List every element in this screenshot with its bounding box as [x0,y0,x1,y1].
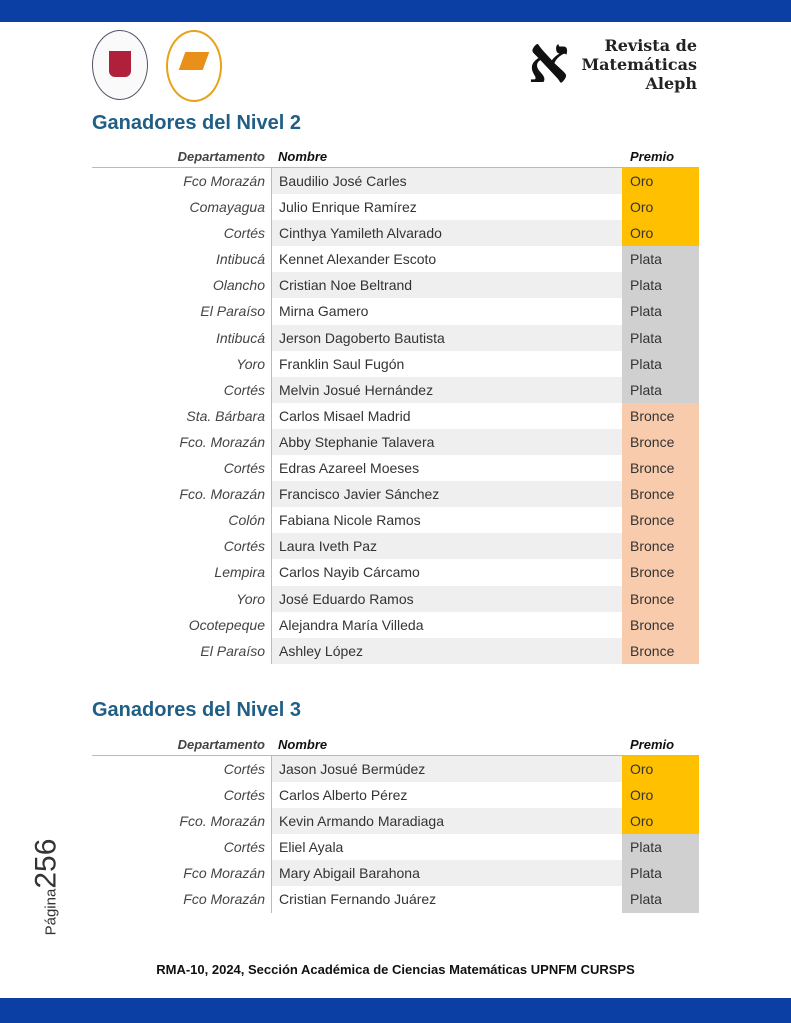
name-cell: Baudilio José Carles [271,168,622,194]
name-cell: Abby Stephanie Talavera [271,429,622,455]
dept-cell: Comayagua [189,199,265,216]
name-cell: Jerson Dagoberto Bautista [271,325,622,351]
table-row [92,377,699,403]
table-row [92,194,699,220]
page-number [28,830,68,936]
dept-cell: Yoro [236,590,265,607]
header-dept: Departamento [177,149,265,164]
dept-cell: El Paraíso [200,642,265,659]
name-cell: Cristian Noe Beltrand [271,272,622,298]
name-cell: Carlos Alberto Pérez [271,782,622,808]
level-2-table [92,149,699,664]
name-cell: Kennet Alexander Escoto [271,246,622,272]
prize-cell: Bronce [622,638,699,664]
table-row [92,403,699,429]
page-number-value: 256 [29,838,63,889]
prize-cell: Oro [622,808,699,834]
table-row [92,481,699,507]
dept-cell: El Paraíso [200,303,265,320]
dept-cell: Cortés [223,460,265,477]
prize-cell: Plata [622,298,699,324]
name-cell: Mary Abigail Barahona [271,860,622,886]
table-row [92,886,699,912]
name-cell: Jason Josué Bermúdez [271,756,622,782]
name-cell: Ashley López [271,638,622,664]
table-row [92,860,699,886]
dept-cell: Lempira [214,564,265,581]
table-row [92,808,699,834]
name-cell: Fabiana Nicole Ramos [271,507,622,533]
name-cell: Cinthya Yamileth Alvarado [271,220,622,246]
dept-cell: Intibucá [215,329,265,346]
prize-cell: Bronce [622,586,699,612]
name-cell: Melvin Josué Hernández [271,377,622,403]
name-cell: Kevin Armando Maradiaga [271,808,622,834]
footer-citation: RMA-10, 2024, Sección Académica de Ciencias Matemáticas UPNFM CURSPS [156,962,635,977]
journal-title-line: Revista de [604,36,697,55]
dept-cell: Cortés [223,761,265,777]
dept-cell: Olancho [212,277,265,294]
prize-cell: Plata [622,351,699,377]
dept-cell: Intibucá [215,251,265,268]
table-row [92,351,699,377]
dept-cell: Fco. Morazán [179,433,265,450]
prize-cell: Plata [622,886,699,912]
name-cell: Carlos Misael Madrid [271,403,622,429]
table-row [92,559,699,585]
dept-cell: Ocotepeque [188,616,265,633]
level-2-title: Ganadores del Nivel 2 [92,112,301,134]
journal-title-line: Matemáticas [581,55,697,74]
header-dept: Departamento [177,737,265,752]
table-row [92,533,699,559]
prize-cell: Plata [622,377,699,403]
prize-cell: Oro [622,220,699,246]
prize-cell: Bronce [622,455,699,481]
table-row [92,272,699,298]
table-row [92,246,699,272]
table-row [92,638,699,664]
prize-cell: Bronce [622,533,699,559]
name-cell: José Eduardo Ramos [271,586,622,612]
prize-cell: Bronce [622,403,699,429]
dept-cell: Cortés [223,225,265,242]
table-row [92,586,699,612]
table-row [92,834,699,860]
table-row [92,507,699,533]
table-row [92,756,699,782]
name-cell: Laura Iveth Paz [271,533,622,559]
table-row [92,612,699,638]
name-cell: Eliel Ayala [271,834,622,860]
dept-cell: Cortés [223,538,265,555]
prize-cell: Bronce [622,559,699,585]
table-row [92,220,699,246]
table-row [92,325,699,351]
dept-cell: Cortés [223,839,265,856]
name-cell: Julio Enrique Ramírez [271,194,622,220]
name-cell: Carlos Nayib Cárcamo [271,559,622,585]
prize-cell: Plata [622,834,699,860]
dept-cell: Fco Morazán [183,173,265,189]
prize-cell: Oro [622,782,699,808]
dept-cell: Fco. Morazán [179,486,265,503]
dept-cell: Fco Morazán [183,891,265,908]
table-header [92,149,699,168]
level-3-table [92,737,699,913]
header-prize: Premio [630,149,675,164]
prize-cell: Bronce [622,507,699,533]
aleph-logo: א [528,23,570,98]
dept-cell: Fco. Morazán [179,813,265,830]
dept-cell: Colón [228,512,265,529]
prize-cell: Bronce [622,429,699,455]
prize-cell: Oro [622,756,699,782]
table-row [92,168,699,194]
table-row [92,429,699,455]
name-cell: Francisco Javier Sánchez [271,481,622,507]
prize-cell: Plata [622,246,699,272]
name-cell: Edras Azareel Moeses [271,455,622,481]
bottom-banner [0,998,791,1023]
table-row [92,455,699,481]
math-section-logo [166,30,222,102]
table-header [92,737,699,756]
table-row [92,298,699,324]
dept-cell: Yoro [236,355,265,372]
top-banner [0,0,791,22]
journal-title-line: Aleph [645,74,697,93]
table-row [92,782,699,808]
dept-cell: Cortés [223,381,265,398]
prize-cell: Bronce [622,481,699,507]
prize-cell: Oro [622,194,699,220]
name-cell: Mirna Gamero [271,298,622,324]
header-name: Nombre [278,149,328,164]
prize-cell: Plata [622,860,699,886]
journal-title [575,36,697,93]
name-cell: Franklin Saul Fugón [271,351,622,377]
dept-cell: Cortés [223,787,265,804]
header-prize: Premio [630,737,675,752]
name-cell: Alejandra María Villeda [271,612,622,638]
page-label: Página [42,888,60,936]
dept-cell: Fco Morazán [183,865,265,882]
level-3-title: Ganadores del Nivel 3 [92,699,301,721]
prize-cell: Plata [622,325,699,351]
prize-cell: Plata [622,272,699,298]
prize-cell: Oro [622,168,699,194]
prize-cell: Bronce [622,612,699,638]
upnfm-seal-logo [92,30,148,100]
dept-cell: Sta. Bárbara [186,407,265,424]
header-name: Nombre [278,737,328,752]
name-cell: Cristian Fernando Juárez [271,886,622,912]
